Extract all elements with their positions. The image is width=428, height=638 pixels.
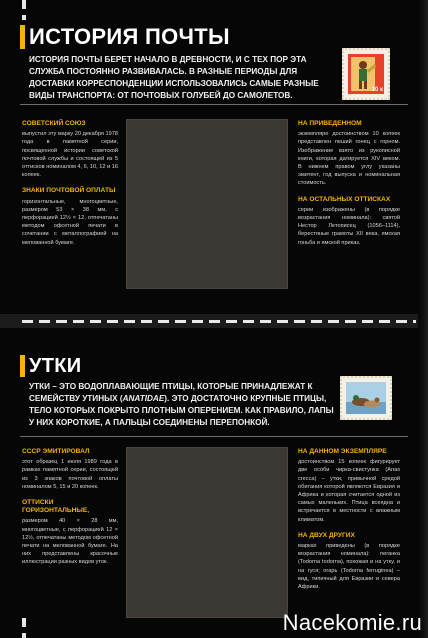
duck-illustration: [346, 382, 386, 414]
history-right-heading-2: НА ОСТАЛЬНЫХ ОТТИСКАХ: [298, 195, 391, 203]
ducks-left-text-2: размером 40 × 28 мм, многоцветные, с перфорацией 12 × 12½, отпечатаны методом офсетной печати на мелованной бумаге. На них представлены красочные иллюстрации разных видов уток.: [22, 518, 118, 566]
ducks-stamp-image: [340, 376, 392, 420]
site-watermark: Nacekomie.ru: [282, 610, 422, 635]
ducks-right-column: [298, 448, 400, 599]
page-edge: [418, 0, 428, 638]
ducks-right-text-1: достоинством 15 копеек фигурирует две особи чирка-свистунка (Anas crecca) – утки, привычной средой обитания которой являются Евразия и Африка и которая считается одной из самых маленьких. Птица всеядна и встречается в местности с влажным климатом.: [298, 459, 400, 523]
history-right-heading-1: НА ПРИВЕДЕННОМ: [298, 120, 362, 127]
history-title: ИСТОРИЯ ПОЧТЫ: [29, 24, 230, 49]
ducks-left-text-1: этот образец 1 июля 1989 года в рамках памятной серии, состоящей из 3 знаков почтовой оплаты номиналом 5, 15 и 20 копеек.: [22, 459, 118, 490]
ducks-intro-post: ). ЭТО ДОСТАТОЧНО КРУПНЫЕ ПТИЦЫ, ТЕЛО КОТОРЫХ ПОКРЫТО ПЛОТНЫМ ОПЕРЕНИЕМ. КАК ПРАВИЛО, ЛАПЫ У НИХ КОРОТКИЕ, А ПАЛЬЦЫ СОЕДИНЕНЫ ПЕРЕПОНКОЙ.: [29, 394, 334, 427]
section-divider-stitch: [22, 320, 416, 323]
history-stamp-image: [342, 48, 390, 100]
ducks-stamp-placeholder: [126, 447, 288, 618]
ducks-divider-line: [20, 436, 408, 437]
ducks-intro: [29, 381, 335, 429]
history-left-text-2: горизонтальные, многоцветные, размером 53 × 38 мм, с перфорацией 12½ × 12, отпечатаны методом офсетной печати в сочетании с металлографией на мелованной бумаге.: [22, 198, 118, 246]
history-title-accent: [20, 25, 25, 49]
ducks-title: УТКИ: [29, 355, 82, 377]
history-right-text-2: серии изображены (в порядке возрастания номинала): святой Нестор Летописец (1056–1114), берестяные грамоты XII века, ямская гоньба и ямской приказ.: [298, 206, 400, 246]
history-stamp-placeholder: [126, 119, 288, 289]
history-intro: ИСТОРИЯ ПОЧТЫ БЕРЕТ НАЧАЛО В ДРЕВНОСТИ, И С ТЕХ ПОР ЭТА СЛУЖБА ПОСТОЯННО РАЗВИВАЛАСЬ. В РАЗНЫЕ ПЕРИОДЫ ДЛЯ ДОСТАВКИ КОРРЕСПОНДЕНЦИИ ИСПОЛЬЗОВАЛИСЬ САМЫЕ РАЗНЫЕ ВИДЫ ТРАНСПОРТА: ОТ ПОЧТОВЫХ ГОЛУБЕЙ ДО САМОЛЕТОВ.: [29, 55, 319, 100]
history-right-column: [298, 120, 400, 255]
left-stitch-decoration: [22, 0, 26, 20]
history-right-text-1: экземпляре достоинством 10 копеек представлен пеший гонец с горном. Изображение взято из рукописной книги, которая датируется XIV веком. В нижнем правом углу указаны эмитент, год выпуска и номинальная стоимость.: [298, 131, 400, 187]
history-left-column: [22, 120, 118, 255]
ducks-right-text-2: марках приведены (в порядке возрастания номинала): пеганка (Todorna todorna), похожая и на утку, и на гуся; огарь (Todorna ferruginea) – вид, типичный для Евразии и севера Африки.: [298, 543, 400, 591]
ducks-left-heading-2: ОТТИСКИ ГОРИЗОНТАЛЬНЫЕ,: [22, 499, 90, 515]
ducks-title-accent: [20, 355, 25, 377]
section-divider-band: [0, 314, 428, 328]
ducks-right-heading-2: НА ДВУХ ДРУГИХ: [298, 531, 355, 539]
history-left-text-1: выпустил эту марку 20 декабря 1978 года в памятной серии, посвященной истории советской почтовой службы и состоящей из 5 оттисков номиналом 4, 6, 10, 12 и 16 копеек.: [22, 131, 118, 179]
history-left-heading-1: СОВЕТСКИЙ СОЮЗ: [22, 120, 86, 127]
ducks-left-heading-1: СССР ЭМИТИРОВАЛ: [22, 448, 90, 455]
history-divider-line: [20, 104, 408, 105]
ducks-right-heading-1: НА ДАННОМ ЭКЗЕМПЛЯРЕ: [298, 448, 387, 455]
history-left-heading-2: ЗНАКИ ПОЧТОВОЙ ОПЛАТЫ: [22, 187, 116, 195]
ducks-intro-pre: УТКИ – ЭТО ВОДОПЛАВАЮЩИЕ ПТИЦЫ, КОТОРЫЕ ПРИНАДЛЕЖАТ К СЕМЕЙСТВУ УТИНЫХ (: [29, 382, 313, 403]
ducks-left-column: [22, 448, 118, 575]
left-stitch-decoration-bottom: [22, 618, 26, 638]
ducks-intro-latin: ANATIDAE: [122, 394, 165, 403]
stamp-value: 10 к: [371, 87, 383, 93]
